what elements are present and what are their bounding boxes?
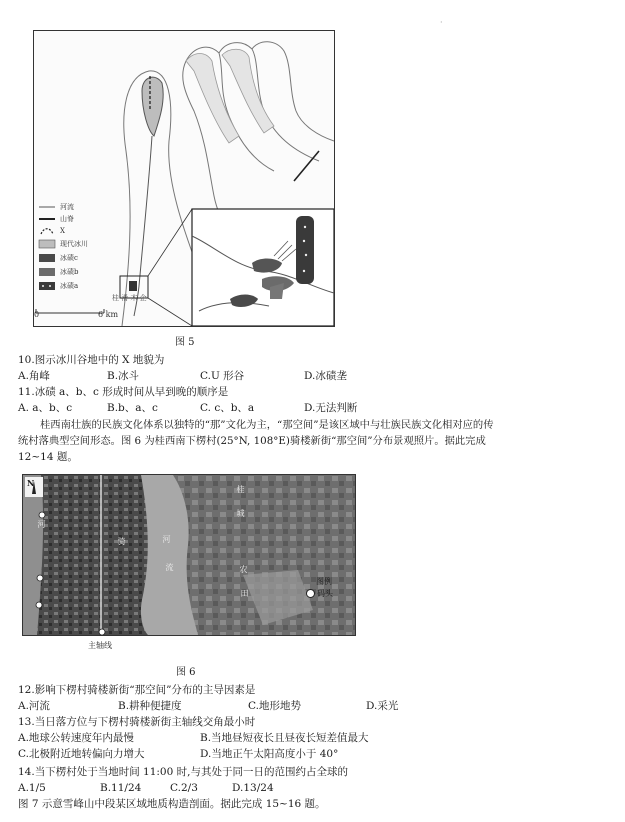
modern-glacier [142,77,163,136]
figure6-caption: 图 6 [176,667,196,678]
q14-option-a: A.1/5 [18,782,46,794]
q10-option-c: C.U 形谷 [200,370,245,382]
legend-moraine-b-label: 冰碛b [60,268,79,276]
zoom-line-1 [148,209,192,276]
scale-zero-label: 0 [34,310,40,319]
figure-6-aerial-photo [22,474,356,636]
q11-option-c: C. c、b、a [200,402,255,414]
label-river-2: 流 [165,563,174,573]
label-top: 桂 [236,485,245,495]
q10-option-b: B.冰斗 [107,370,140,382]
figure5-legend [38,201,98,301]
q13-stem: 13.当日落方位与下楞村骑楼新街主轴线交角最小时 [18,716,256,728]
q14-option-c: C.2/3 [170,782,198,794]
q12-stem: 12.影响下楞村骑楼新街“那空间”分布的主导因素是 [18,684,256,696]
q12-option-c: C.地形地势 [248,700,301,712]
label-right-1: 农 [239,565,248,575]
dock-marker-3 [36,602,42,608]
legend-x-label: X [60,227,65,235]
figure5-caption: 图 5 [175,337,195,348]
main-axis-label: 主轴线 [88,641,112,650]
label-left-river: 河 [37,520,46,530]
page-mark: · [440,18,443,27]
figure-5-map [33,30,335,327]
q12-option-b: B.耕种便捷度 [118,700,182,712]
q13-option-d: D.当地正午太阳高度小于 40° [200,748,339,760]
passage-line-1: 桂西南壮族的民族文化体系以独特的“那”文化为主，“那空间”是该区域中与壮族民族文化相对应的传 [40,419,494,431]
figure6-legend-title: 图例 [316,577,332,586]
q11-option-a: A. a、b、c [18,402,73,414]
q12-option-d: D.采光 [366,700,399,712]
scale-km-label: 6 km [98,310,119,319]
legend-river-label: 河流 [60,203,74,211]
q14-option-d: D.13/24 [232,782,274,794]
q13-option-b: B.当地昼短夜长且昼夜长短差值最大 [200,732,369,744]
q10-option-a: A.角峰 [18,370,50,382]
aerial-photo-graphic [23,475,355,635]
q11-stem: 11.冰碛 a、b、c 形成时间从早到晚的顺序是 [18,386,229,398]
dock-marker-2 [37,575,43,581]
figure6-legend-item: 码头 [317,589,333,598]
legend-moraine-a-symbol [39,282,55,290]
q11-option-b: B.b、a、c [107,402,158,414]
q10-option-d: D.冰碛垄 [304,370,347,382]
legend-dock-icon [306,589,315,598]
q13-option-a: A.地球公转速度年内最慢 [18,732,134,744]
legend-moraine-c-symbol [39,254,55,262]
legend-moraine-b-symbol [39,268,55,276]
q12-option-a: A.河流 [18,700,50,712]
legend-x-symbol [41,229,53,234]
north-label: N [27,478,35,488]
dock-marker-4 [99,629,105,635]
q14-option-b: B.11/24 [100,782,142,794]
legend-glacier-symbol [39,240,55,248]
legend-symbols [38,203,58,301]
passage-line-3: 12~14 题。 [18,451,78,463]
q10-stem: 10.图示冰川谷地中的 X 地貌为 [18,354,165,366]
label-river-1: 河 [162,535,171,545]
passage-line-2: 统村落典型空间形态。图 6 为桂西南下楞村(25°N, 108°E)骑楼新街“那空间”分布景观照片。据此完成 [18,435,486,447]
label-right-2: 田 [240,589,249,599]
dock-marker-1 [39,512,45,518]
moraine-small [129,281,137,291]
legend-moraine-a-label: 冰碛a [60,282,79,290]
legend-ridge-label: 山脊 [60,215,74,223]
q11-option-d: D.无法判断 [304,402,358,414]
q14-stem: 14.当下楞村处于当地时间 11:00 时,与其处于同一日的范围约占全球的 [18,766,348,778]
legend-glacier-label: 现代冰川 [60,240,88,248]
legend-moraine-c-label: 冰碛c [60,254,78,262]
label-left-2: 骑 [117,537,126,547]
zoom-line-2 [148,298,192,326]
footer-intro: 图 7 示意雪峰山中段某区域地质构造剖面。据此完成 15~16 题。 [18,798,326,810]
place-names: 桂 滑 木 企 [112,294,147,302]
label-mid: 城 [236,509,245,519]
q13-option-c: C.北极附近地转偏向力增大 [18,748,145,760]
